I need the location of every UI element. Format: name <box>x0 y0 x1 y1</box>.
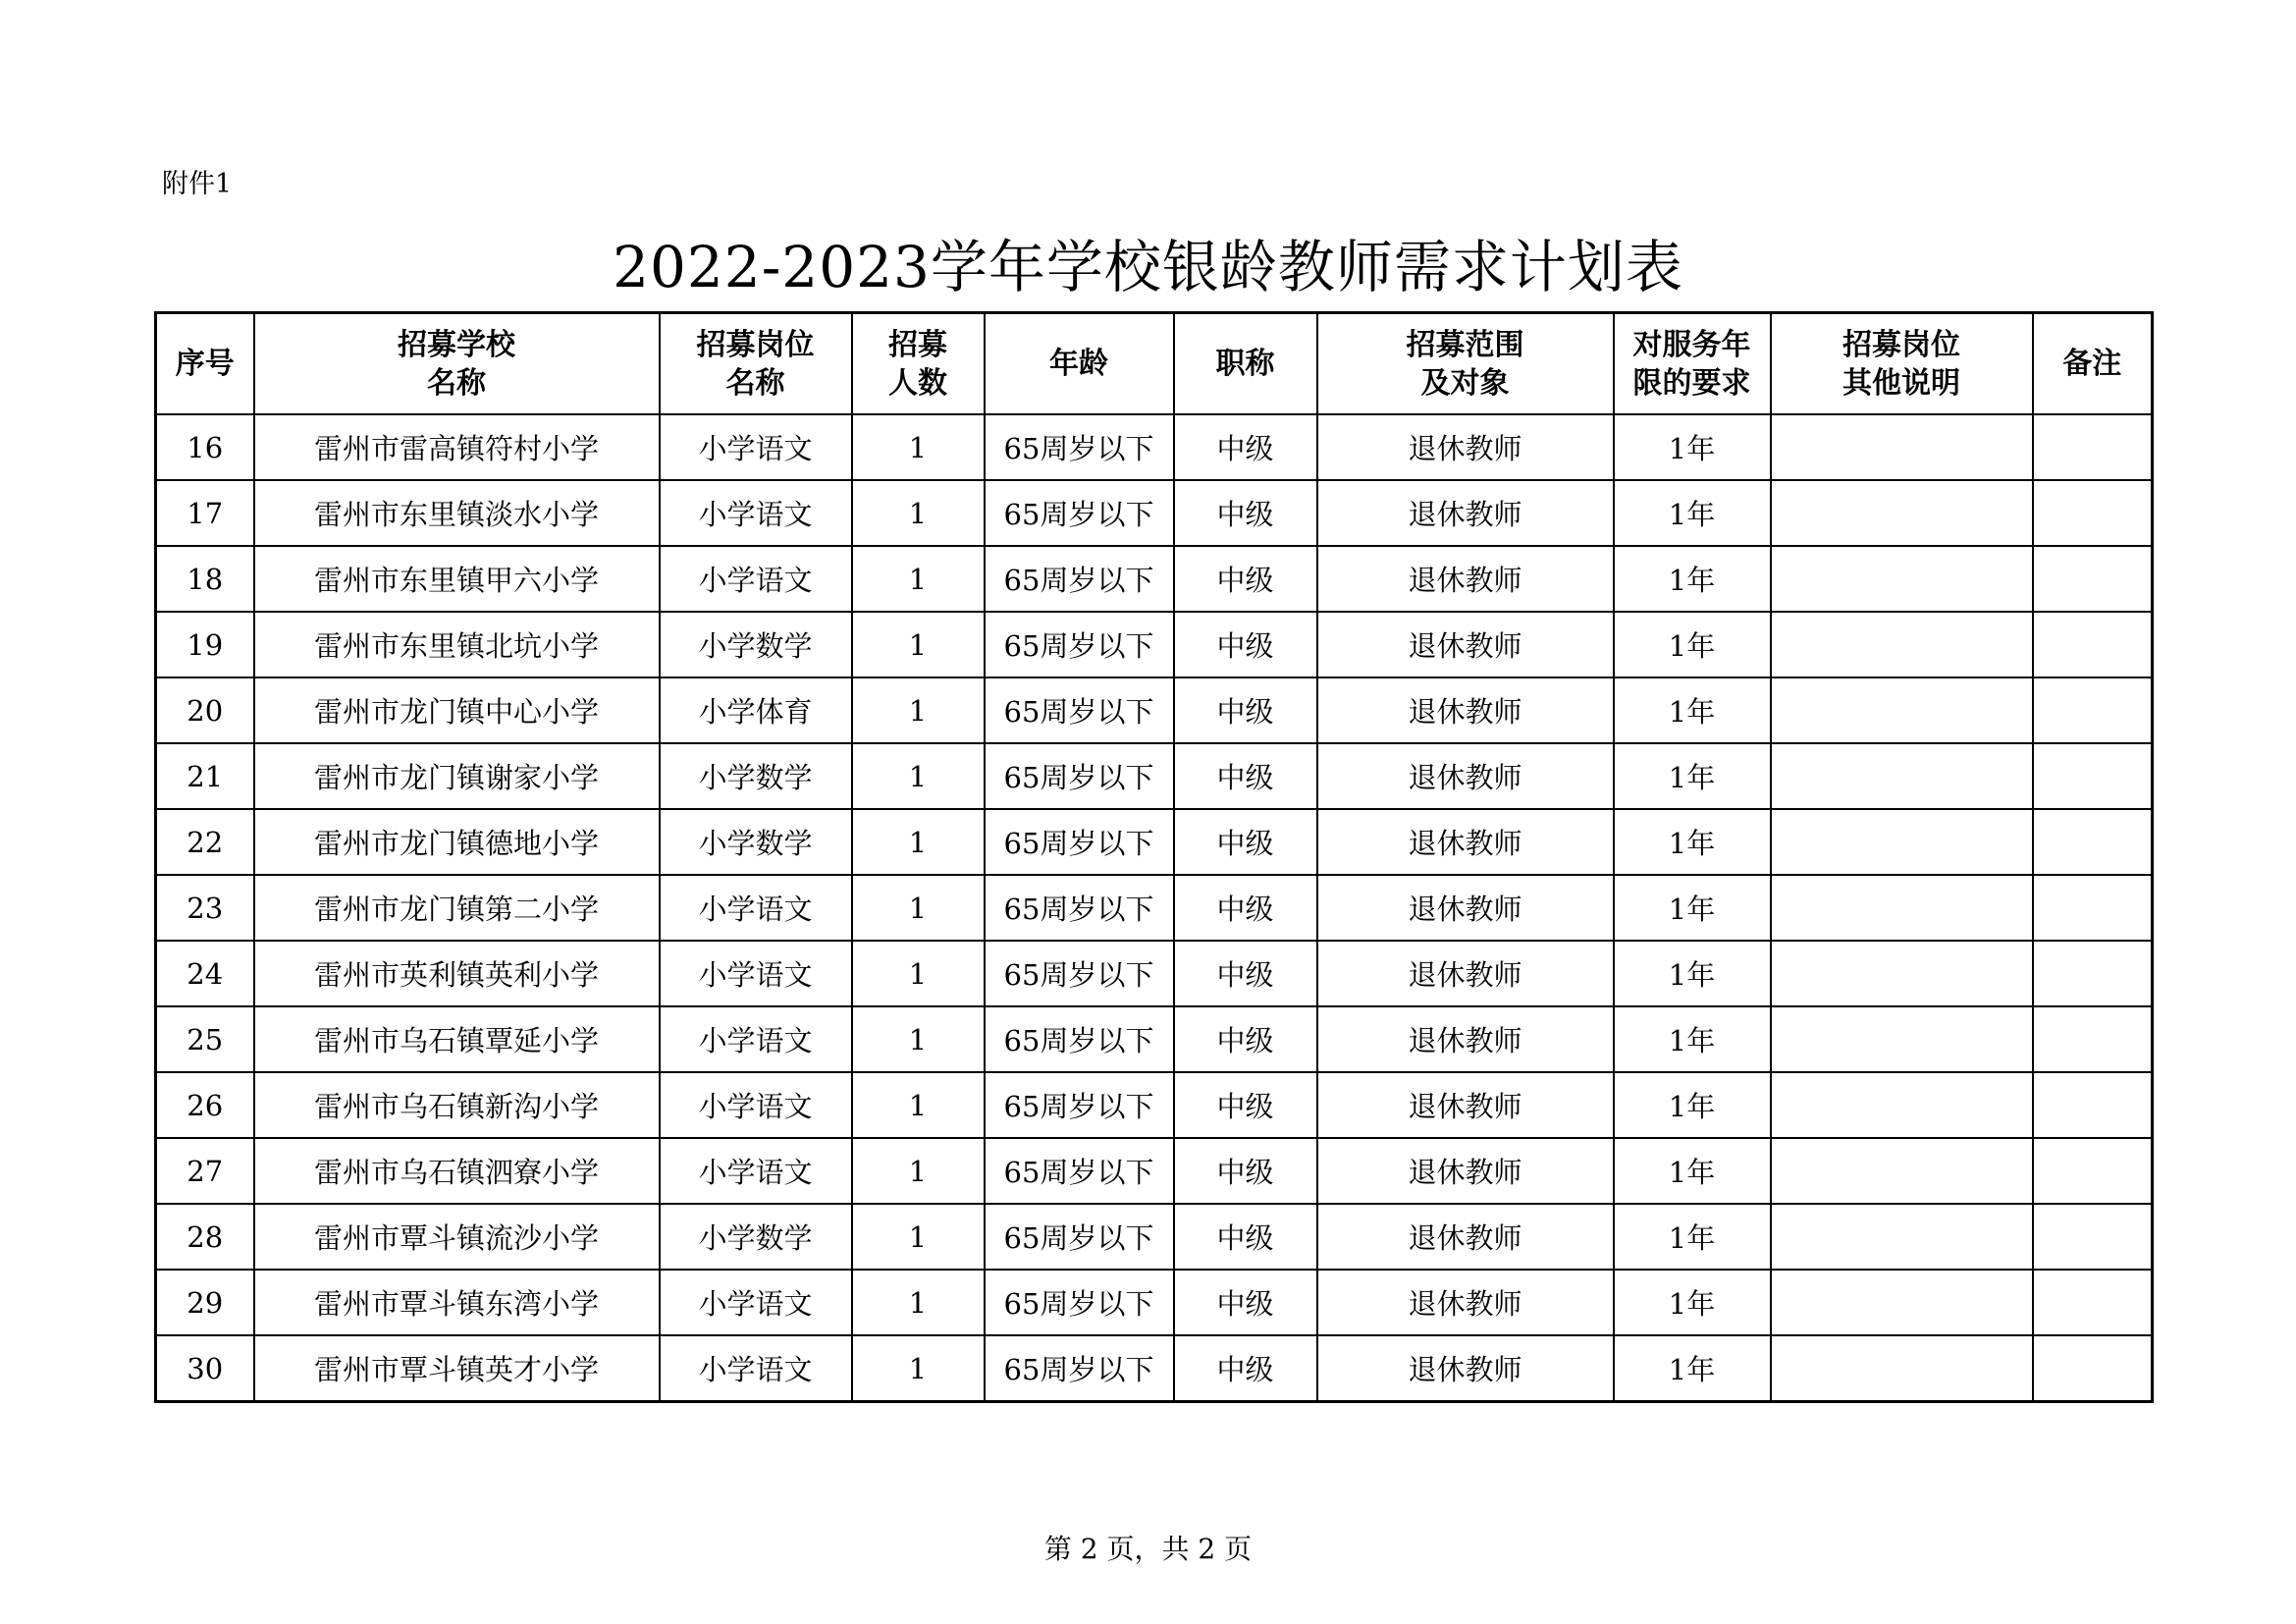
table-cell: 雷州市东里镇甲六小学 <box>254 546 660 612</box>
table-row <box>156 546 2153 612</box>
table-cell: 65周岁以下 <box>985 480 1174 546</box>
table-cell: 1年 <box>1614 1335 1771 1402</box>
table-cell: 1 <box>852 480 985 546</box>
table-cell: 1 <box>852 941 985 1006</box>
table-cell: 25 <box>156 1006 254 1072</box>
table-cell: 小学语文 <box>660 1335 852 1402</box>
table-row <box>156 743 2153 809</box>
column-header-line: 招募岗位 <box>696 327 815 362</box>
table-cell <box>1771 546 2033 612</box>
table-cell: 小学数学 <box>660 612 852 677</box>
table-row <box>156 809 2153 875</box>
table-cell: 中级 <box>1174 677 1317 743</box>
table-cell <box>2033 941 2153 1006</box>
table-row <box>156 677 2153 743</box>
table-cell <box>2033 875 2153 941</box>
table-cell: 中级 <box>1174 941 1317 1006</box>
table-cell: 退休教师 <box>1317 941 1614 1006</box>
column-header-line: 招募 <box>888 327 947 362</box>
table-cell: 1 <box>852 1006 985 1072</box>
column-header <box>2033 313 2153 415</box>
table-cell: 18 <box>156 546 254 612</box>
column-header-line: 职称 <box>1215 347 1275 381</box>
table-cell <box>2033 1006 2153 1072</box>
table-cell: 退休教师 <box>1317 1006 1614 1072</box>
table-cell: 1 <box>852 743 985 809</box>
table-cell: 雷州市覃斗镇英才小学 <box>254 1335 660 1402</box>
column-header <box>660 313 852 415</box>
table-cell: 退休教师 <box>1317 1335 1614 1402</box>
table-cell: 小学语文 <box>660 546 852 612</box>
column-header-line: 序号 <box>175 347 235 381</box>
table-cell: 65周岁以下 <box>985 1204 1174 1270</box>
table-row <box>156 1335 2153 1402</box>
table-cell: 雷州市龙门镇中心小学 <box>254 677 660 743</box>
table-cell: 中级 <box>1174 809 1317 875</box>
table-cell: 退休教师 <box>1317 875 1614 941</box>
table-cell <box>2033 1204 2153 1270</box>
table-cell: 1年 <box>1614 743 1771 809</box>
table-cell: 1 <box>852 875 985 941</box>
table-cell <box>1771 743 2033 809</box>
column-header-line: 名称 <box>725 365 785 401</box>
column-header <box>1614 313 1771 415</box>
table-cell <box>1771 1335 2033 1402</box>
table-cell: 1年 <box>1614 809 1771 875</box>
table-cell: 雷州市覃斗镇流沙小学 <box>254 1204 660 1270</box>
column-header-line: 及对象 <box>1420 365 1510 401</box>
table-cell <box>1771 941 2033 1006</box>
table-cell: 1年 <box>1614 875 1771 941</box>
table-cell <box>2033 743 2153 809</box>
column-header-line: 招募岗位 <box>1842 327 1960 362</box>
column-header-line: 年龄 <box>1049 347 1108 381</box>
table-cell: 小学数学 <box>660 743 852 809</box>
table-cell: 1 <box>852 1270 985 1335</box>
table-cell: 1 <box>852 677 985 743</box>
table-cell <box>2033 809 2153 875</box>
table-cell: 雷州市乌石镇新沟小学 <box>254 1072 660 1138</box>
column-header-line: 招募范围 <box>1406 327 1524 362</box>
table-cell: 1年 <box>1614 1138 1771 1204</box>
column-header-line: 限的要求 <box>1632 365 1751 401</box>
table-cell: 28 <box>156 1204 254 1270</box>
table-cell <box>1771 809 2033 875</box>
table-cell <box>2033 612 2153 677</box>
table-cell: 中级 <box>1174 1204 1317 1270</box>
table-cell <box>1771 677 2033 743</box>
table-cell: 22 <box>156 809 254 875</box>
table-cell: 退休教师 <box>1317 546 1614 612</box>
table-cell: 1年 <box>1614 1270 1771 1335</box>
table-row <box>156 1138 2153 1204</box>
column-header <box>1317 313 1614 415</box>
table-row <box>156 480 2153 546</box>
table-cell <box>1771 875 2033 941</box>
table-cell: 小学语文 <box>660 1270 852 1335</box>
table-header-row <box>156 313 2153 415</box>
table-cell: 1 <box>852 1204 985 1270</box>
table-cell: 16 <box>156 414 254 480</box>
column-header <box>156 313 254 415</box>
table-cell <box>1771 1138 2033 1204</box>
column-header-line: 对服务年 <box>1632 327 1751 362</box>
column-header-line: 招募学校 <box>398 327 515 362</box>
table-cell: 小学体育 <box>660 677 852 743</box>
table-cell: 退休教师 <box>1317 1138 1614 1204</box>
table-cell: 1年 <box>1614 414 1771 480</box>
table-cell: 雷州市乌石镇覃延小学 <box>254 1006 660 1072</box>
table-cell: 1 <box>852 414 985 480</box>
table-cell: 雷州市龙门镇第二小学 <box>254 875 660 941</box>
table-cell: 小学数学 <box>660 809 852 875</box>
table-cell: 小学语文 <box>660 1072 852 1138</box>
table-cell: 中级 <box>1174 1335 1317 1402</box>
table-cell: 1 <box>852 1138 985 1204</box>
table-cell: 中级 <box>1174 875 1317 941</box>
table-cell: 1 <box>852 1335 985 1402</box>
table-row <box>156 1006 2153 1072</box>
table-body <box>156 414 2153 1402</box>
table-cell: 小学语文 <box>660 941 852 1006</box>
table-cell: 27 <box>156 1138 254 1204</box>
table-cell: 65周岁以下 <box>985 875 1174 941</box>
table-cell: 65周岁以下 <box>985 743 1174 809</box>
column-header <box>1174 313 1317 415</box>
table-cell: 雷州市英利镇英利小学 <box>254 941 660 1006</box>
table-cell: 1年 <box>1614 1204 1771 1270</box>
table-cell: 65周岁以下 <box>985 414 1174 480</box>
column-header <box>254 313 660 415</box>
table-cell: 21 <box>156 743 254 809</box>
table-cell: 65周岁以下 <box>985 677 1174 743</box>
table-cell <box>2033 1335 2153 1402</box>
table-cell: 1 <box>852 809 985 875</box>
column-header <box>1771 313 2033 415</box>
table-cell: 65周岁以下 <box>985 1270 1174 1335</box>
table-cell: 中级 <box>1174 546 1317 612</box>
table-row <box>156 941 2153 1006</box>
table-row <box>156 414 2153 480</box>
table-cell: 中级 <box>1174 743 1317 809</box>
table-cell: 雷州市覃斗镇东湾小学 <box>254 1270 660 1335</box>
table-cell: 小学语文 <box>660 1138 852 1204</box>
table-cell: 退休教师 <box>1317 414 1614 480</box>
table-cell <box>1771 414 2033 480</box>
table-cell: 雷州市东里镇淡水小学 <box>254 480 660 546</box>
table-cell <box>2033 677 2153 743</box>
table-cell: 1年 <box>1614 612 1771 677</box>
table-cell: 中级 <box>1174 414 1317 480</box>
table-cell: 19 <box>156 612 254 677</box>
plan-table <box>154 311 2154 1403</box>
table-cell: 30 <box>156 1335 254 1402</box>
table-cell: 退休教师 <box>1317 809 1614 875</box>
table-cell: 20 <box>156 677 254 743</box>
table-cell: 雷州市龙门镇谢家小学 <box>254 743 660 809</box>
table-cell: 雷州市东里镇北坑小学 <box>254 612 660 677</box>
table-cell: 65周岁以下 <box>985 941 1174 1006</box>
table-cell: 1 <box>852 546 985 612</box>
page-title: 2022-2023学年学校银龄教师需求计划表 <box>613 234 1683 300</box>
table-cell <box>1771 1204 2033 1270</box>
table-cell: 雷州市龙门镇德地小学 <box>254 809 660 875</box>
table-cell: 雷州市雷高镇符村小学 <box>254 414 660 480</box>
table-cell: 1年 <box>1614 941 1771 1006</box>
table-cell: 65周岁以下 <box>985 1072 1174 1138</box>
table-cell: 小学语文 <box>660 414 852 480</box>
table-cell: 17 <box>156 480 254 546</box>
column-header-line: 名称 <box>427 365 486 401</box>
table-cell: 65周岁以下 <box>985 1335 1174 1402</box>
table-cell: 65周岁以下 <box>985 1006 1174 1072</box>
table-cell: 1年 <box>1614 677 1771 743</box>
table-cell <box>2033 1072 2153 1138</box>
table-cell: 中级 <box>1174 480 1317 546</box>
table-row <box>156 1204 2153 1270</box>
table-cell: 中级 <box>1174 1006 1317 1072</box>
table-cell: 中级 <box>1174 1138 1317 1204</box>
table-cell: 退休教师 <box>1317 480 1614 546</box>
table-cell <box>1771 1270 2033 1335</box>
table-cell: 1年 <box>1614 1072 1771 1138</box>
table-cell: 26 <box>156 1072 254 1138</box>
table-cell: 退休教师 <box>1317 677 1614 743</box>
table-cell: 小学语文 <box>660 875 852 941</box>
table-cell: 小学数学 <box>660 1204 852 1270</box>
table-cell: 65周岁以下 <box>985 809 1174 875</box>
table-cell: 65周岁以下 <box>985 1138 1174 1204</box>
table-cell: 小学语文 <box>660 1006 852 1072</box>
column-header <box>985 313 1174 415</box>
table-cell: 1 <box>852 612 985 677</box>
column-header-line: 备注 <box>2062 347 2122 381</box>
table-cell <box>1771 1006 2033 1072</box>
table-cell <box>2033 546 2153 612</box>
table-cell: 退休教师 <box>1317 1072 1614 1138</box>
table-cell: 1年 <box>1614 1006 1771 1072</box>
table-cell: 29 <box>156 1270 254 1335</box>
attachment-label: 附件1 <box>162 169 233 199</box>
table-cell <box>2033 1270 2153 1335</box>
table-cell: 23 <box>156 875 254 941</box>
column-header-line: 人数 <box>888 365 947 401</box>
table-cell: 1年 <box>1614 546 1771 612</box>
table-cell <box>1771 480 2033 546</box>
table-cell: 中级 <box>1174 1270 1317 1335</box>
table-cell: 中级 <box>1174 612 1317 677</box>
table-cell: 退休教师 <box>1317 1270 1614 1335</box>
table-cell: 1 <box>852 1072 985 1138</box>
table-cell: 小学语文 <box>660 480 852 546</box>
table-row <box>156 875 2153 941</box>
column-header <box>852 313 985 415</box>
column-header-line: 其他说明 <box>1842 365 1960 401</box>
table-cell: 退休教师 <box>1317 743 1614 809</box>
table-cell: 中级 <box>1174 1072 1317 1138</box>
table-cell <box>2033 1138 2153 1204</box>
table-cell: 1年 <box>1614 480 1771 546</box>
table-cell <box>2033 414 2153 480</box>
table-cell: 退休教师 <box>1317 612 1614 677</box>
table-cell <box>1771 612 2033 677</box>
table-cell: 退休教师 <box>1317 1204 1614 1270</box>
table-cell: 24 <box>156 941 254 1006</box>
table-cell: 雷州市乌石镇泗寮小学 <box>254 1138 660 1204</box>
table-row <box>156 1270 2153 1335</box>
table-cell <box>2033 480 2153 546</box>
table-cell: 65周岁以下 <box>985 612 1174 677</box>
table-cell <box>1771 1072 2033 1138</box>
table-row <box>156 1072 2153 1138</box>
page-footer: 第 2 页，共 2 页 <box>1043 1533 1253 1565</box>
table-row <box>156 612 2153 677</box>
table-cell: 65周岁以下 <box>985 546 1174 612</box>
